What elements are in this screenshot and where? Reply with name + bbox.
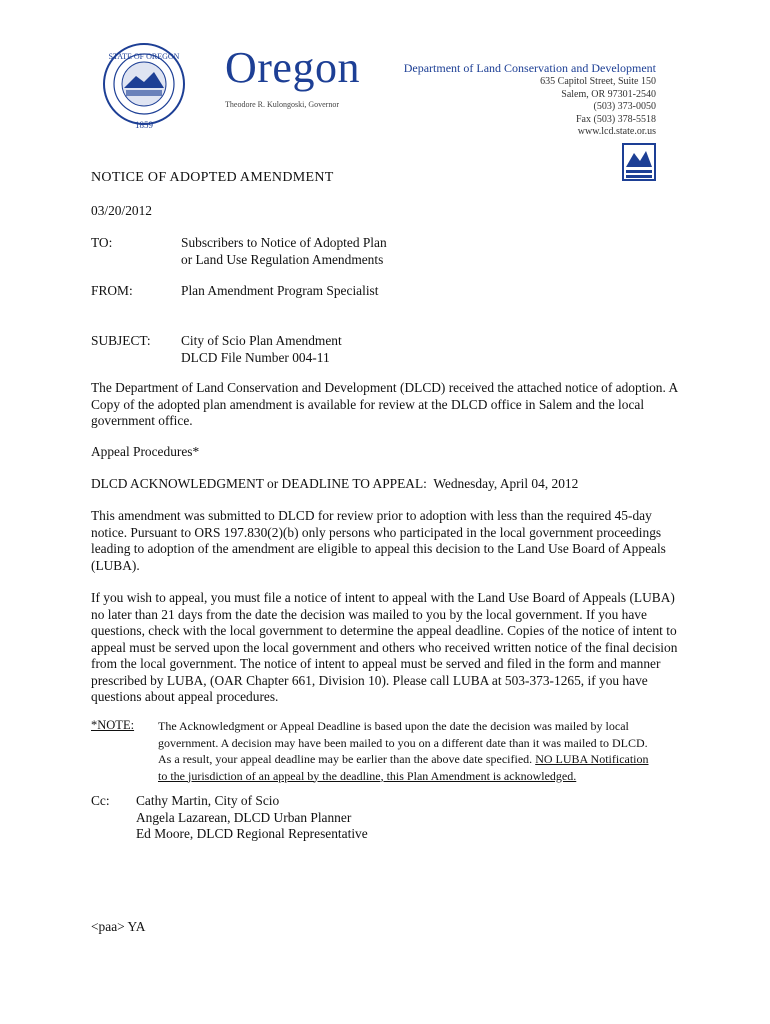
to-line: Subscribers to Notice of Adopted Plan (181, 235, 387, 250)
to-line: or Land Use Regulation Amendments (181, 251, 384, 267)
subject-line: DLCD File Number 004-11 (181, 349, 330, 365)
state-seal-logo (102, 42, 186, 134)
subject-line: City of Scio Plan Amendment (181, 333, 342, 348)
subject-label: SUBJECT: (91, 333, 151, 348)
fax-line: Fax (503) 378-5518 (576, 113, 656, 125)
deadline-date: Wednesday, April 04, 2012 (433, 476, 579, 491)
governor-name: Theodore R. Kulongoski, Governor (225, 100, 339, 109)
appeal-paragraph: If you wish to appeal, you must file a notice of intent to appeal with the Land Use Board of Appeals (LUBA) no later than 21 days from the date the decision was mailed to you by the local government. If you have questions, check with the local government to determine the appeal deadline. Copies of the notice of intent to appeal must be served upon the local government and others who received written notice of the final decision from the local government. The notice of intent to appeal must be served and filed in the form and manner prescribed by LUBA, (OAR Chapter 661, Division 10). Please call LUBA at 503-373-1265, if you have questions about appeal procedures. (91, 590, 678, 704)
website-line: www.lcd.state.or.us (577, 126, 656, 137)
notice-heading: NOTICE OF ADOPTED AMENDMENT (91, 170, 334, 185)
note-underlined: NO LUBA Notification to the jurisdiction of an appeal by the deadline, this Plan Amendment is acknowledged. (158, 752, 649, 783)
from-label: FROM: (91, 283, 133, 298)
from-value: Plan Amendment Program Specialist (181, 283, 379, 298)
svg-text:STATE OF OREGON: STATE OF OREGON (108, 52, 180, 61)
svg-text:1859: 1859 (135, 120, 153, 130)
cc-recipients (136, 793, 368, 843)
dlcd-logo-icon (622, 143, 656, 181)
note-text (158, 718, 658, 784)
department-name: Department of Land Conservation and Development (403, 61, 656, 75)
subject-value (181, 333, 342, 366)
intro-paragraph: The Department of Land Conservation and Development (DLCD) received the attached notice of adoption. A Copy of the adopted plan amendment is available for review at the DLCD office in Salem and the local government office. (91, 380, 678, 428)
note-label: *NOTE: (91, 718, 135, 732)
submission-paragraph: This amendment was submitted to DLCD for review prior to adoption with less than the required 45-day notice. Pursuant to ORS 197.830(2)(b) only persons who participated in the local government proceedings leading to adoption of the amendment are eligible to appeal this decision to the Land Use Board of Appeals (LUBA). (91, 508, 666, 573)
note-body: The Acknowledgment or Appeal Deadline is based upon the date the decision was mailed by local government. A decision may have been mailed to you on a different date than it was mailed to DLCD. As a result, your appeal deadline may be earlier than the above date specified. (158, 719, 648, 766)
footer-initials: <paa> YA (91, 919, 146, 934)
oregon-wordmark: Oregon (225, 43, 360, 92)
deadline-label: DLCD ACKNOWLEDGMENT or DEADLINE TO APPEAL: (91, 476, 427, 491)
to-value (181, 235, 387, 268)
to-label: TO: (91, 235, 113, 250)
address-line: Salem, OR 97301-2540 (561, 88, 656, 100)
address-line: 635 Capitol Street, Suite 150 (540, 76, 656, 87)
notice-date: 03/20/2012 (91, 203, 153, 218)
phone-line: (503) 373-0050 (593, 101, 656, 112)
cc-recipient: Ed Moore, DLCD Regional Representative (136, 826, 368, 841)
deadline-line (91, 476, 683, 493)
cc-label: Cc: (91, 793, 110, 808)
appeal-procedures-heading: Appeal Procedures* (91, 444, 200, 459)
department-address (540, 76, 656, 139)
cc-recipient: Cathy Martin, City of Scio (136, 793, 280, 808)
cc-recipient: Angela Lazarean, DLCD Urban Planner (136, 809, 352, 825)
